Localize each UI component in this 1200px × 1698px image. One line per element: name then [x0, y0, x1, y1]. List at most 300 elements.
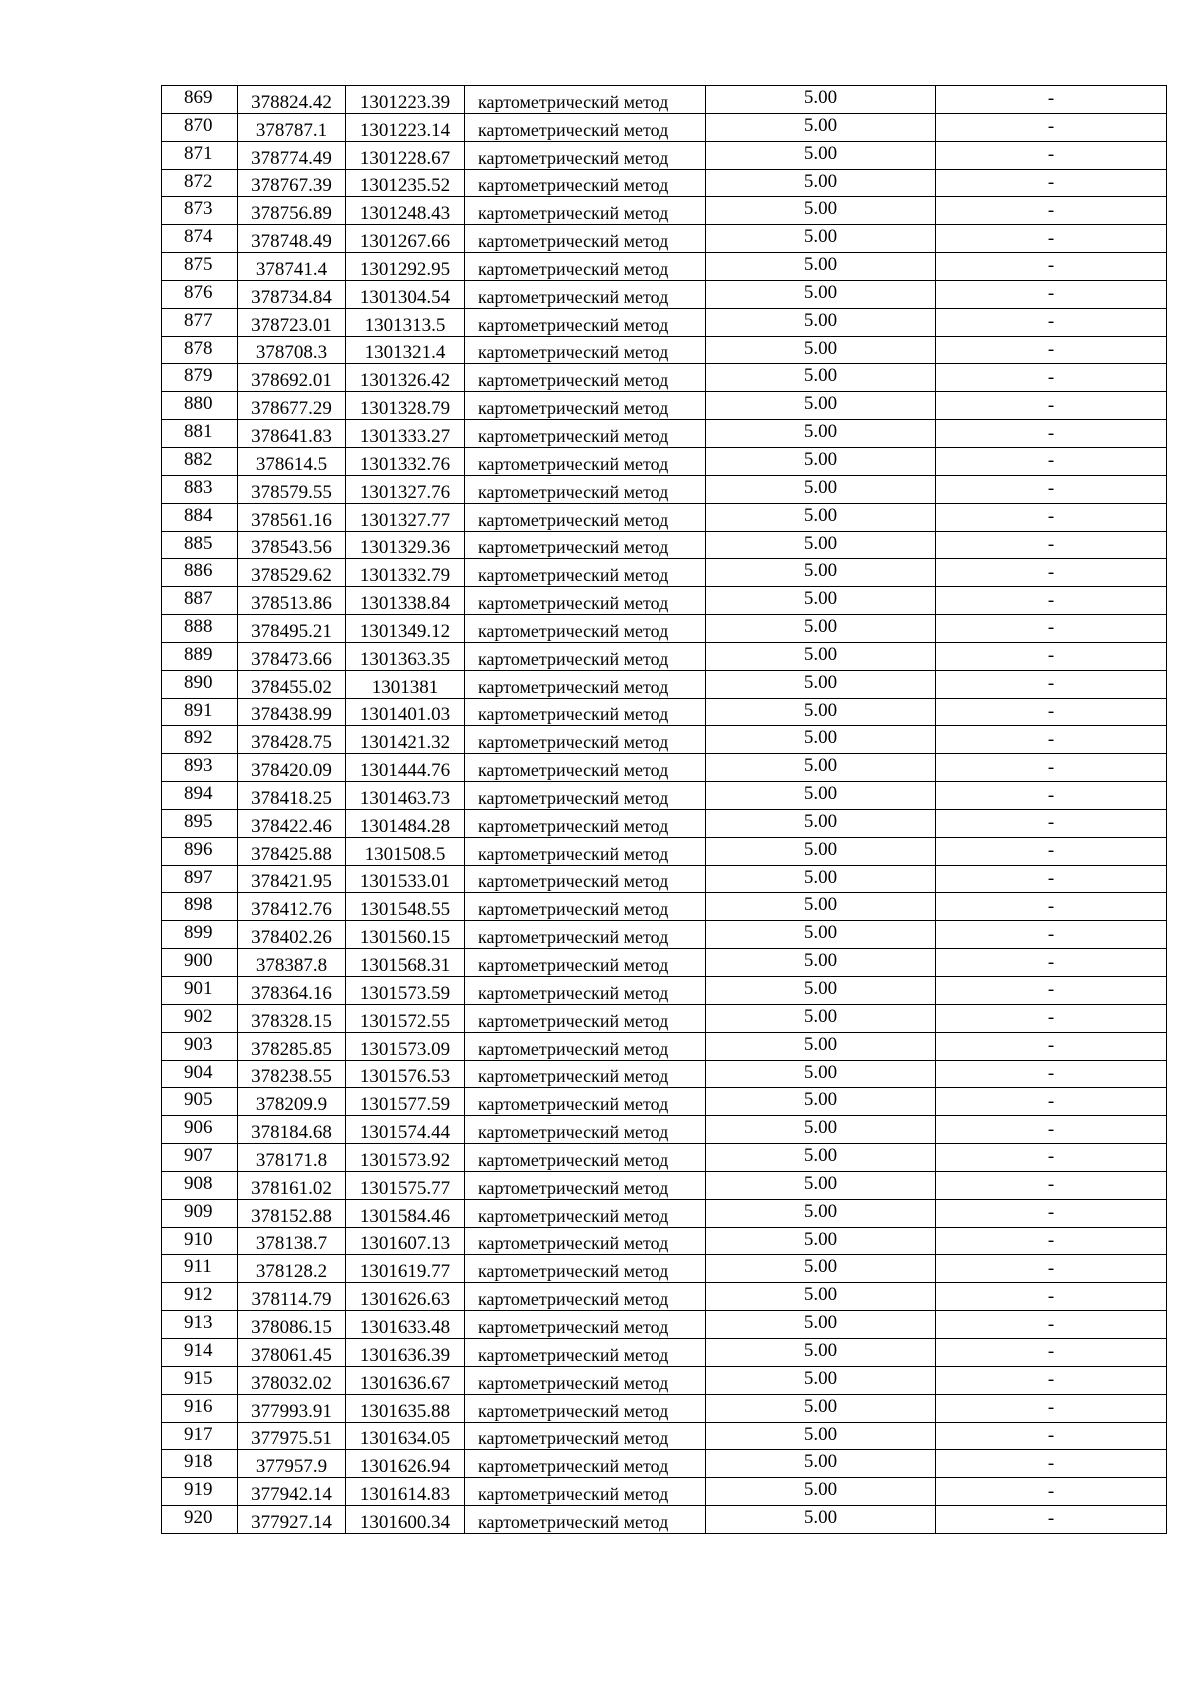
y-coordinate-cell: 1301267.66	[346, 225, 465, 253]
accuracy-cell: 5.00	[706, 531, 936, 559]
description-cell: -	[936, 1478, 1167, 1506]
table-row	[162, 1478, 1167, 1506]
table-row	[162, 1004, 1167, 1032]
accuracy-cell: 5.00	[706, 1450, 936, 1478]
y-coordinate-cell: 1301573.59	[346, 977, 465, 1005]
table-row	[162, 1422, 1167, 1450]
table-row	[162, 615, 1167, 643]
table-row	[162, 475, 1167, 503]
y-coordinate-cell: 1301626.94	[346, 1450, 465, 1478]
x-coordinate-cell: 378209.9	[238, 1088, 346, 1116]
coordinates-table-body	[162, 86, 1167, 1534]
description-cell: -	[936, 782, 1167, 810]
x-coordinate-cell: 378734.84	[238, 280, 346, 308]
x-coordinate-cell: 378128.2	[238, 1255, 346, 1283]
x-coordinate-cell: 378328.15	[238, 1004, 346, 1032]
y-coordinate-cell: 1301508.5	[346, 837, 465, 865]
method-cell: картометрический метод	[465, 503, 706, 531]
accuracy-cell: 5.00	[706, 141, 936, 169]
method-cell: картометрический метод	[465, 392, 706, 420]
table-row	[162, 86, 1167, 114]
y-coordinate-cell: 1301235.52	[346, 169, 465, 197]
accuracy-cell: 5.00	[706, 837, 936, 865]
table-row	[162, 1283, 1167, 1311]
description-cell: -	[936, 336, 1167, 364]
method-cell: картометрический метод	[465, 559, 706, 587]
table-row	[162, 1394, 1167, 1422]
method-cell: картометрический метод	[465, 1338, 706, 1366]
method-cell: картометрический метод	[465, 1394, 706, 1422]
accuracy-cell: 5.00	[706, 1144, 936, 1172]
description-cell: -	[936, 1144, 1167, 1172]
x-coordinate-cell: 378561.16	[238, 503, 346, 531]
accuracy-cell: 5.00	[706, 809, 936, 837]
accuracy-cell: 5.00	[706, 670, 936, 698]
description-cell: -	[936, 1255, 1167, 1283]
description-cell: -	[936, 1032, 1167, 1060]
accuracy-cell: 5.00	[706, 1366, 936, 1394]
method-cell: картометрический метод	[465, 1422, 706, 1450]
x-coordinate-cell: 378741.4	[238, 253, 346, 281]
x-coordinate-cell: 378418.25	[238, 782, 346, 810]
description-cell: -	[936, 1088, 1167, 1116]
accuracy-cell: 5.00	[706, 447, 936, 475]
accuracy-cell: 5.00	[706, 642, 936, 670]
table-row	[162, 754, 1167, 782]
method-cell: картометрический метод	[465, 336, 706, 364]
coordinates-table	[161, 85, 1167, 1534]
method-cell: картометрический метод	[465, 949, 706, 977]
point-number-cell: 881	[162, 420, 238, 448]
description-cell: -	[936, 169, 1167, 197]
point-number-cell: 909	[162, 1199, 238, 1227]
x-coordinate-cell: 377927.14	[238, 1506, 346, 1534]
method-cell: картометрический метод	[465, 1144, 706, 1172]
table-row	[162, 141, 1167, 169]
accuracy-cell: 5.00	[706, 364, 936, 392]
point-number-cell: 903	[162, 1032, 238, 1060]
method-cell: картометрический метод	[465, 475, 706, 503]
table-row	[162, 1171, 1167, 1199]
method-cell: картометрический метод	[465, 642, 706, 670]
point-number-cell: 887	[162, 587, 238, 615]
point-number-cell: 876	[162, 280, 238, 308]
table-row	[162, 1227, 1167, 1255]
point-number-cell: 882	[162, 447, 238, 475]
y-coordinate-cell: 1301349.12	[346, 615, 465, 643]
point-number-cell: 914	[162, 1338, 238, 1366]
description-cell: -	[936, 280, 1167, 308]
description-cell: -	[936, 809, 1167, 837]
description-cell: -	[936, 977, 1167, 1005]
accuracy-cell: 5.00	[706, 86, 936, 114]
x-coordinate-cell: 378529.62	[238, 559, 346, 587]
y-coordinate-cell: 1301614.83	[346, 1478, 465, 1506]
point-number-cell: 891	[162, 698, 238, 726]
accuracy-cell: 5.00	[706, 308, 936, 336]
point-number-cell: 916	[162, 1394, 238, 1422]
x-coordinate-cell: 378543.56	[238, 531, 346, 559]
accuracy-cell: 5.00	[706, 336, 936, 364]
accuracy-cell: 5.00	[706, 754, 936, 782]
point-number-cell: 886	[162, 559, 238, 587]
y-coordinate-cell: 1301223.39	[346, 86, 465, 114]
method-cell: картометрический метод	[465, 837, 706, 865]
method-cell: картометрический метод	[465, 420, 706, 448]
table-row	[162, 782, 1167, 810]
point-number-cell: 905	[162, 1088, 238, 1116]
method-cell: картометрический метод	[465, 141, 706, 169]
x-coordinate-cell: 378614.5	[238, 447, 346, 475]
x-coordinate-cell: 378425.88	[238, 837, 346, 865]
x-coordinate-cell: 378412.76	[238, 893, 346, 921]
table-row	[162, 1255, 1167, 1283]
y-coordinate-cell: 1301607.13	[346, 1227, 465, 1255]
table-row	[162, 364, 1167, 392]
method-cell: картометрический метод	[465, 1450, 706, 1478]
method-cell: картометрический метод	[465, 447, 706, 475]
point-number-cell: 878	[162, 336, 238, 364]
accuracy-cell: 5.00	[706, 726, 936, 754]
point-number-cell: 912	[162, 1283, 238, 1311]
description-cell: -	[936, 1199, 1167, 1227]
point-number-cell: 892	[162, 726, 238, 754]
point-number-cell: 872	[162, 169, 238, 197]
table-row	[162, 865, 1167, 893]
method-cell: картометрический метод	[465, 1088, 706, 1116]
description-cell: -	[936, 865, 1167, 893]
description-cell: -	[936, 447, 1167, 475]
accuracy-cell: 5.00	[706, 587, 936, 615]
method-cell: картометрический метод	[465, 587, 706, 615]
description-cell: -	[936, 1283, 1167, 1311]
x-coordinate-cell: 378086.15	[238, 1311, 346, 1339]
y-coordinate-cell: 1301584.46	[346, 1199, 465, 1227]
description-cell: -	[936, 754, 1167, 782]
table-row	[162, 280, 1167, 308]
y-coordinate-cell: 1301463.73	[346, 782, 465, 810]
x-coordinate-cell: 378692.01	[238, 364, 346, 392]
y-coordinate-cell: 1301292.95	[346, 253, 465, 281]
description-cell: -	[936, 253, 1167, 281]
y-coordinate-cell: 1301327.76	[346, 475, 465, 503]
point-number-cell: 906	[162, 1116, 238, 1144]
method-cell: картометрический метод	[465, 225, 706, 253]
point-number-cell: 879	[162, 364, 238, 392]
x-coordinate-cell: 378677.29	[238, 392, 346, 420]
point-number-cell: 870	[162, 113, 238, 141]
method-cell: картометрический метод	[465, 113, 706, 141]
description-cell: -	[936, 364, 1167, 392]
method-cell: картометрический метод	[465, 754, 706, 782]
y-coordinate-cell: 1301573.09	[346, 1032, 465, 1060]
description-cell: -	[936, 1004, 1167, 1032]
y-coordinate-cell: 1301626.63	[346, 1283, 465, 1311]
x-coordinate-cell: 378767.39	[238, 169, 346, 197]
method-cell: картометрический метод	[465, 1283, 706, 1311]
accuracy-cell: 5.00	[706, 949, 936, 977]
y-coordinate-cell: 1301572.55	[346, 1004, 465, 1032]
method-cell: картометрический метод	[465, 921, 706, 949]
method-cell: картометрический метод	[465, 1004, 706, 1032]
accuracy-cell: 5.00	[706, 113, 936, 141]
y-coordinate-cell: 1301444.76	[346, 754, 465, 782]
description-cell: -	[936, 225, 1167, 253]
x-coordinate-cell: 378238.55	[238, 1060, 346, 1088]
accuracy-cell: 5.00	[706, 169, 936, 197]
description-cell: -	[936, 113, 1167, 141]
point-number-cell: 875	[162, 253, 238, 281]
method-cell: картометрический метод	[465, 280, 706, 308]
table-row	[162, 531, 1167, 559]
accuracy-cell: 5.00	[706, 1255, 936, 1283]
accuracy-cell: 5.00	[706, 1338, 936, 1366]
y-coordinate-cell: 1301619.77	[346, 1255, 465, 1283]
table-row	[162, 670, 1167, 698]
x-coordinate-cell: 378438.99	[238, 698, 346, 726]
description-cell: -	[936, 615, 1167, 643]
method-cell: картометрический метод	[465, 1478, 706, 1506]
method-cell: картометрический метод	[465, 531, 706, 559]
description-cell: -	[936, 1311, 1167, 1339]
table-row	[162, 1338, 1167, 1366]
table-row	[162, 503, 1167, 531]
y-coordinate-cell: 1301328.79	[346, 392, 465, 420]
table-row	[162, 1450, 1167, 1478]
x-coordinate-cell: 377975.51	[238, 1422, 346, 1450]
x-coordinate-cell: 378061.45	[238, 1338, 346, 1366]
method-cell: картометрический метод	[465, 1116, 706, 1144]
point-number-cell: 904	[162, 1060, 238, 1088]
y-coordinate-cell: 1301421.32	[346, 726, 465, 754]
point-number-cell: 871	[162, 141, 238, 169]
y-coordinate-cell: 1301332.79	[346, 559, 465, 587]
accuracy-cell: 5.00	[706, 1032, 936, 1060]
point-number-cell: 915	[162, 1366, 238, 1394]
table-row	[162, 169, 1167, 197]
table-row	[162, 420, 1167, 448]
point-number-cell: 897	[162, 865, 238, 893]
accuracy-cell: 5.00	[706, 1060, 936, 1088]
description-cell: -	[936, 1171, 1167, 1199]
accuracy-cell: 5.00	[706, 1311, 936, 1339]
method-cell: картометрический метод	[465, 865, 706, 893]
method-cell: картометрический метод	[465, 1199, 706, 1227]
x-coordinate-cell: 378161.02	[238, 1171, 346, 1199]
point-number-cell: 919	[162, 1478, 238, 1506]
point-number-cell: 907	[162, 1144, 238, 1172]
y-coordinate-cell: 1301381	[346, 670, 465, 698]
x-coordinate-cell: 378114.79	[238, 1283, 346, 1311]
description-cell: -	[936, 1366, 1167, 1394]
x-coordinate-cell: 378387.8	[238, 949, 346, 977]
y-coordinate-cell: 1301333.27	[346, 420, 465, 448]
accuracy-cell: 5.00	[706, 280, 936, 308]
table-row	[162, 977, 1167, 1005]
x-coordinate-cell: 378495.21	[238, 615, 346, 643]
accuracy-cell: 5.00	[706, 921, 936, 949]
y-coordinate-cell: 1301548.55	[346, 893, 465, 921]
accuracy-cell: 5.00	[706, 782, 936, 810]
y-coordinate-cell: 1301228.67	[346, 141, 465, 169]
accuracy-cell: 5.00	[706, 503, 936, 531]
point-number-cell: 890	[162, 670, 238, 698]
point-number-cell: 869	[162, 86, 238, 114]
point-number-cell: 918	[162, 1450, 238, 1478]
table-row	[162, 113, 1167, 141]
x-coordinate-cell: 378455.02	[238, 670, 346, 698]
point-number-cell: 896	[162, 837, 238, 865]
table-row	[162, 1311, 1167, 1339]
point-number-cell: 900	[162, 949, 238, 977]
table-row	[162, 308, 1167, 336]
table-row	[162, 197, 1167, 225]
x-coordinate-cell: 377942.14	[238, 1478, 346, 1506]
accuracy-cell: 5.00	[706, 197, 936, 225]
y-coordinate-cell: 1301533.01	[346, 865, 465, 893]
accuracy-cell: 5.00	[706, 225, 936, 253]
method-cell: картометрический метод	[465, 1032, 706, 1060]
x-coordinate-cell: 378787.1	[238, 113, 346, 141]
x-coordinate-cell: 378032.02	[238, 1366, 346, 1394]
y-coordinate-cell: 1301363.35	[346, 642, 465, 670]
accuracy-cell: 5.00	[706, 420, 936, 448]
point-number-cell: 894	[162, 782, 238, 810]
y-coordinate-cell: 1301575.77	[346, 1171, 465, 1199]
x-coordinate-cell: 378422.46	[238, 809, 346, 837]
method-cell: картометрический метод	[465, 364, 706, 392]
description-cell: -	[936, 698, 1167, 726]
accuracy-cell: 5.00	[706, 698, 936, 726]
y-coordinate-cell: 1301484.28	[346, 809, 465, 837]
description-cell: -	[936, 197, 1167, 225]
y-coordinate-cell: 1301636.67	[346, 1366, 465, 1394]
point-number-cell: 885	[162, 531, 238, 559]
method-cell: картометрический метод	[465, 1366, 706, 1394]
description-cell: -	[936, 587, 1167, 615]
y-coordinate-cell: 1301321.4	[346, 336, 465, 364]
y-coordinate-cell: 1301401.03	[346, 698, 465, 726]
y-coordinate-cell: 1301600.34	[346, 1506, 465, 1534]
method-cell: картометрический метод	[465, 782, 706, 810]
table-row	[162, 392, 1167, 420]
x-coordinate-cell: 378756.89	[238, 197, 346, 225]
x-coordinate-cell: 378152.88	[238, 1199, 346, 1227]
x-coordinate-cell: 378421.95	[238, 865, 346, 893]
table-row	[162, 837, 1167, 865]
description-cell: -	[936, 1506, 1167, 1534]
accuracy-cell: 5.00	[706, 1116, 936, 1144]
point-number-cell: 917	[162, 1422, 238, 1450]
y-coordinate-cell: 1301568.31	[346, 949, 465, 977]
accuracy-cell: 5.00	[706, 1283, 936, 1311]
method-cell: картометрический метод	[465, 1227, 706, 1255]
point-number-cell: 898	[162, 893, 238, 921]
point-number-cell: 910	[162, 1227, 238, 1255]
method-cell: картометрический метод	[465, 1506, 706, 1534]
method-cell: картометрический метод	[465, 1171, 706, 1199]
point-number-cell: 901	[162, 977, 238, 1005]
description-cell: -	[936, 893, 1167, 921]
point-number-cell: 873	[162, 197, 238, 225]
x-coordinate-cell: 378402.26	[238, 921, 346, 949]
point-number-cell: 874	[162, 225, 238, 253]
accuracy-cell: 5.00	[706, 977, 936, 1005]
table-row	[162, 447, 1167, 475]
x-coordinate-cell: 378473.66	[238, 642, 346, 670]
y-coordinate-cell: 1301573.92	[346, 1144, 465, 1172]
y-coordinate-cell: 1301248.43	[346, 197, 465, 225]
y-coordinate-cell: 1301577.59	[346, 1088, 465, 1116]
method-cell: картометрический метод	[465, 197, 706, 225]
table-row	[162, 698, 1167, 726]
description-cell: -	[936, 420, 1167, 448]
description-cell: -	[936, 1227, 1167, 1255]
y-coordinate-cell: 1301223.14	[346, 113, 465, 141]
table-row	[162, 1144, 1167, 1172]
accuracy-cell: 5.00	[706, 615, 936, 643]
y-coordinate-cell: 1301329.36	[346, 531, 465, 559]
table-row	[162, 809, 1167, 837]
accuracy-cell: 5.00	[706, 1422, 936, 1450]
point-number-cell: 911	[162, 1255, 238, 1283]
method-cell: картометрический метод	[465, 169, 706, 197]
point-number-cell: 880	[162, 392, 238, 420]
description-cell: -	[936, 531, 1167, 559]
table-row	[162, 726, 1167, 754]
x-coordinate-cell: 378285.85	[238, 1032, 346, 1060]
description-cell: -	[936, 837, 1167, 865]
point-number-cell: 908	[162, 1171, 238, 1199]
accuracy-cell: 5.00	[706, 865, 936, 893]
description-cell: -	[936, 670, 1167, 698]
point-number-cell: 883	[162, 475, 238, 503]
y-coordinate-cell: 1301636.39	[346, 1338, 465, 1366]
table-row	[162, 949, 1167, 977]
x-coordinate-cell: 378171.8	[238, 1144, 346, 1172]
description-cell: -	[936, 1338, 1167, 1366]
accuracy-cell: 5.00	[706, 1088, 936, 1116]
table-row	[162, 1366, 1167, 1394]
y-coordinate-cell: 1301574.44	[346, 1116, 465, 1144]
method-cell: картометрический метод	[465, 615, 706, 643]
x-coordinate-cell: 378420.09	[238, 754, 346, 782]
point-number-cell: 902	[162, 1004, 238, 1032]
x-coordinate-cell: 378708.3	[238, 336, 346, 364]
x-coordinate-cell: 378428.75	[238, 726, 346, 754]
point-number-cell: 913	[162, 1311, 238, 1339]
description-cell: -	[936, 86, 1167, 114]
description-cell: -	[936, 308, 1167, 336]
point-number-cell: 888	[162, 615, 238, 643]
point-number-cell: 893	[162, 754, 238, 782]
table-row	[162, 893, 1167, 921]
method-cell: картометрический метод	[465, 893, 706, 921]
method-cell: картометрический метод	[465, 1255, 706, 1283]
y-coordinate-cell: 1301327.77	[346, 503, 465, 531]
x-coordinate-cell: 378774.49	[238, 141, 346, 169]
table-row	[162, 1088, 1167, 1116]
x-coordinate-cell: 378364.16	[238, 977, 346, 1005]
method-cell: картометрический метод	[465, 670, 706, 698]
description-cell: -	[936, 726, 1167, 754]
method-cell: картометрический метод	[465, 308, 706, 336]
accuracy-cell: 5.00	[706, 1227, 936, 1255]
table-row	[162, 253, 1167, 281]
table-row	[162, 1199, 1167, 1227]
x-coordinate-cell: 378513.86	[238, 587, 346, 615]
accuracy-cell: 5.00	[706, 1506, 936, 1534]
